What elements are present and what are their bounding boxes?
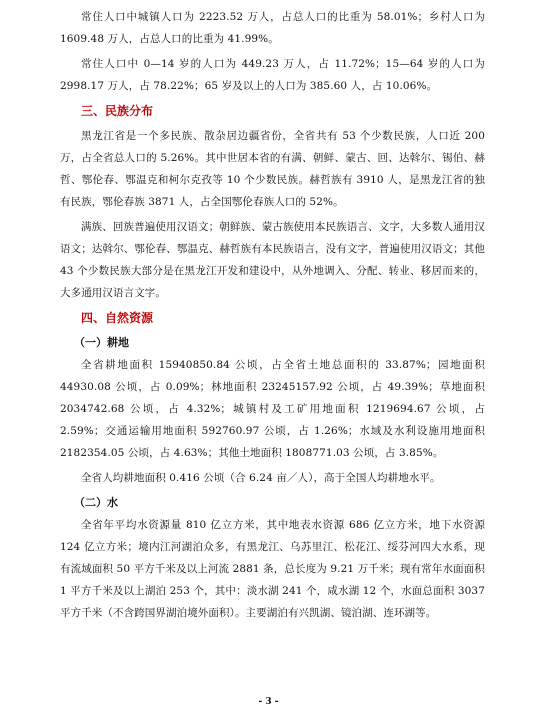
land-use-paragraph: 全省耕地面积 15940850.84 公顷，占全省土地总面积的 33.87%；园地面积 44930.08 公顷，占 0.09%；林地面积 23245157.92 公顷，占 49.39%；草地面积 2034742.68 公顷，占 4.32%；城镇村及工矿用地面积 1219694.67 公顷，占 2.59%；交通运输用地面积 592760.97 公顷，占 1.26%；水域及水利设施用地面积 2182354.05 公顷，占 4.63%；其他土地面积 1808771.03 公顷，占 3.85%。 — [60, 359, 485, 459]
page-number: - 3 - — [258, 697, 279, 707]
section-heading-natural-resources: 四、自然资源 — [81, 311, 154, 325]
ethnic-languages-paragraph: 满族、回族普遍使用汉语文；朝鲜族、蒙古族使用本民族语言、文字，大多数人通用汉语文；达斡尔、鄂伦春、鄂温克、赫哲族有本民族语言，没有文字，普遍使用汉语文；其他 43 个少数民族大部分是在黑龙江开发和建设中，从外地调入、分配、转业、移居而来的，大多通用汉语言文字。 — [60, 221, 485, 299]
subheading-farmland: （一）耕地 — [74, 336, 129, 349]
per-capita-farmland-paragraph: 全省人均耕地面积 0.416 公顷（合 6.24 亩／人），高于全国人均耕地水平。 — [81, 472, 441, 484]
subheading-water: （二）水 — [74, 496, 118, 509]
urban-rural-population-paragraph: 常住人口中城镇人口为 2223.52 万人，占总人口的比重为 58.01%；乡村人口为 1609.48 万人，占总人口的比重为 41.99%。 — [60, 11, 485, 45]
section-heading-ethnic-distribution: 三、民族分布 — [81, 104, 154, 118]
age-structure-paragraph: 常住人口中 0—14 岁的人口为 449.23 万人，占 11.72%；15—64 岁的人口为 2998.17 万人，占 78.22%；65 岁及以上的人口为 385.60 人，占 10.06%。 — [60, 58, 485, 92]
water-resources-paragraph: 全省年平均水资源量 810 亿立方米，其中地表水资源 686 亿立方米，地下水资源 124 亿立方米；境内江河湖泊众多，有黑龙江、乌苏里江、松花江、绥芬河四大水系，现有流域面积 50 平方千米及以上河流 2881 条，总长度为 9.21 万千米；现有常年水面面积 1 平方千米及以上湖泊 253 个，其中：淡水湖 241 个，咸水湖 12 个，水面总面积 3037 平方千米（不含跨国界湖泊境外面积）。主要湖泊有兴凯湖、镜泊湖、连环湖等。 — [60, 519, 485, 619]
ethnic-groups-paragraph: 黑龙江省是一个多民族、散杂居边疆省份，全省共有 53 个少数民族，人口近 200 万，占全省总人口的 5.26%。其中世居本省的有满、朝鲜、蒙古、回、达斡尔、锡伯、赫哲、鄂伦春、鄂温克和柯尔克孜等 10 个少数民族。赫哲族有 3910 人，是黑龙江省的独有民族，鄂伦春族 3871 人，占全国鄂伦春族人口的 52%。 — [60, 130, 485, 208]
